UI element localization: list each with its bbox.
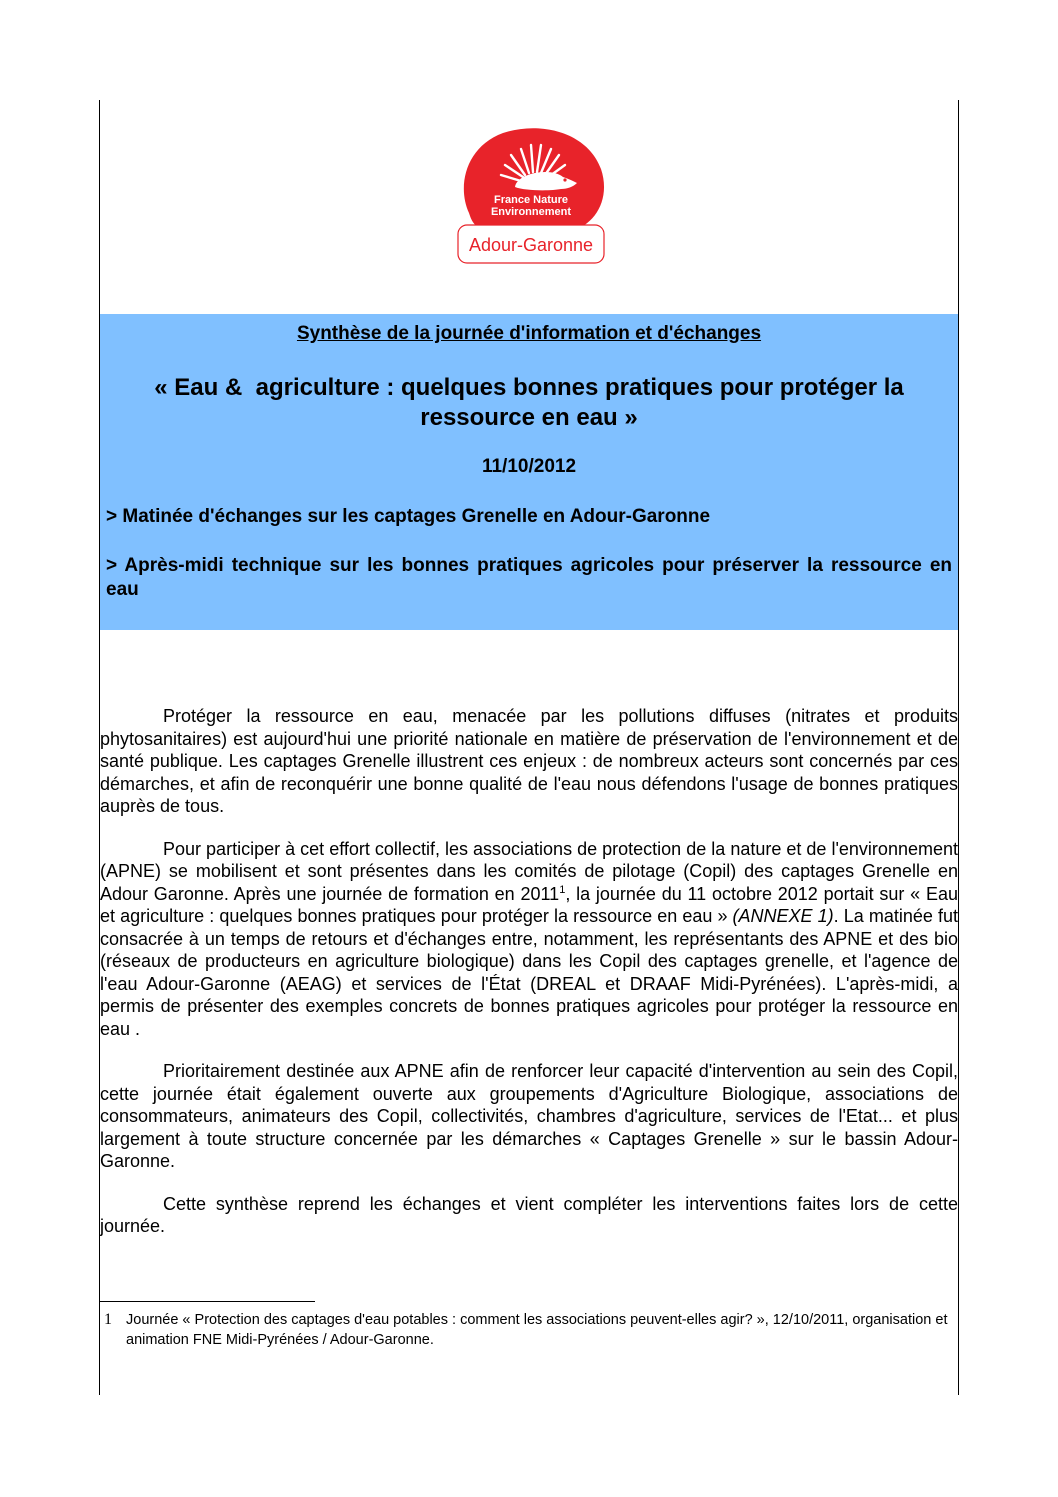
footnote-separator (100, 1301, 315, 1302)
document-title-line2: ressource en eau » (420, 404, 638, 431)
paragraph-2-part-c: . La matinée fut consacrée à un temps de retours et d'échanges entre, notamment, les représentants des APNE et des bio (réseaux de producteurs en agriculture biologique) dans les Copil des captages grenelle, et l'agence de l'eau Adour-Garonne (AEAG) et services de l'État (DREAL et DRAAF Midi-Pyrénées). L'après-midi, a permis de présenter des exemples concrets de bonnes pratiques agricoles pour protéger la ressource en eau . (100, 906, 958, 1039)
logo-line2: Environnement (490, 206, 572, 218)
paragraph-2 (100, 838, 958, 1041)
paragraph-2-part-a: Pour participer à cet effort collectif, les associations de protection de la nature et de l'environnement (APNE) se mobilisent et sont présentes dans les comités de pilotage (Copil) des captages Grenelle en Adour Garonne. Après une journée de formation en 2011 (100, 838, 958, 904)
footnote-text: Journée « Protection des captages d'eau potables : comment les associations peuvent-elles agir? », 12/10/2011, organisation et animation FNE Midi-Pyrénées / Adour-Garonne. (126, 1312, 948, 1348)
logo-region: Adour-Garonne (468, 235, 594, 255)
annex-reference: (ANNEXE 1) (732, 906, 834, 926)
body-text (100, 705, 958, 1258)
footnote-number: 1 (104, 1311, 112, 1328)
document-title (100, 373, 958, 433)
title-banner (100, 314, 958, 630)
paragraph-4: Cette synthèse reprend les échanges et vient compléter les interventions faites lors de cette journée. (100, 1193, 958, 1236)
document-title-line1: « Eau & agriculture : quelques bonnes pratiques pour protéger la (154, 374, 904, 401)
fne-logo (455, 125, 607, 267)
page-border-right (958, 100, 959, 1395)
banner-heading: Synthèse de la journée d'information et d'échanges (296, 323, 762, 344)
paragraph-1: Protéger la ressource en eau, menacée par les pollutions diffuses (nitrates et produits phytosanitaires) est aujourd'hui une priorité nationale en matière de préservation de l'environnement et de santé publique. Les captages Grenelle illustrent ces enjeux : de nombreux acteurs sont concernés par ces démarches, et afin de reconquérir une bonne qualité de l'eau nous défendons l'usage de bonnes pratiques auprès de tous. (100, 706, 958, 816)
paragraph-3: Prioritairement destinée aux APNE afin de renforcer leur capacité d'intervention au sein des Copil, cette journée était également ouverte aux groupements d'Agriculture Biologique, associations de consommateurs, animateurs des Copil, collectivités, chambres d'agriculture, services de l'Etat... et plus largement à toute structure concernée par les démarches « Captages Grenelle » sur le bassin Adour-Garonne. (100, 1061, 958, 1171)
paragraph-2-part-b: , la journée du 11 octobre 2012 portait sur « Eau et agriculture : quelques bonnes pratiques pour protéger la ressource en eau » (100, 883, 958, 926)
footnote-reference[interactable]: 1 (559, 883, 566, 896)
program-item-afternoon: > Après-midi technique sur les bonnes pratiques agricoles pour préserver la ressource en eau (106, 555, 952, 600)
logo-line1: France Nature (494, 194, 568, 206)
footnote (100, 1310, 958, 1350)
event-date: 11/10/2012 (481, 456, 577, 477)
program-item-morning: > Matinée d'échanges sur les captages Grenelle en Adour-Garonne (106, 506, 711, 527)
